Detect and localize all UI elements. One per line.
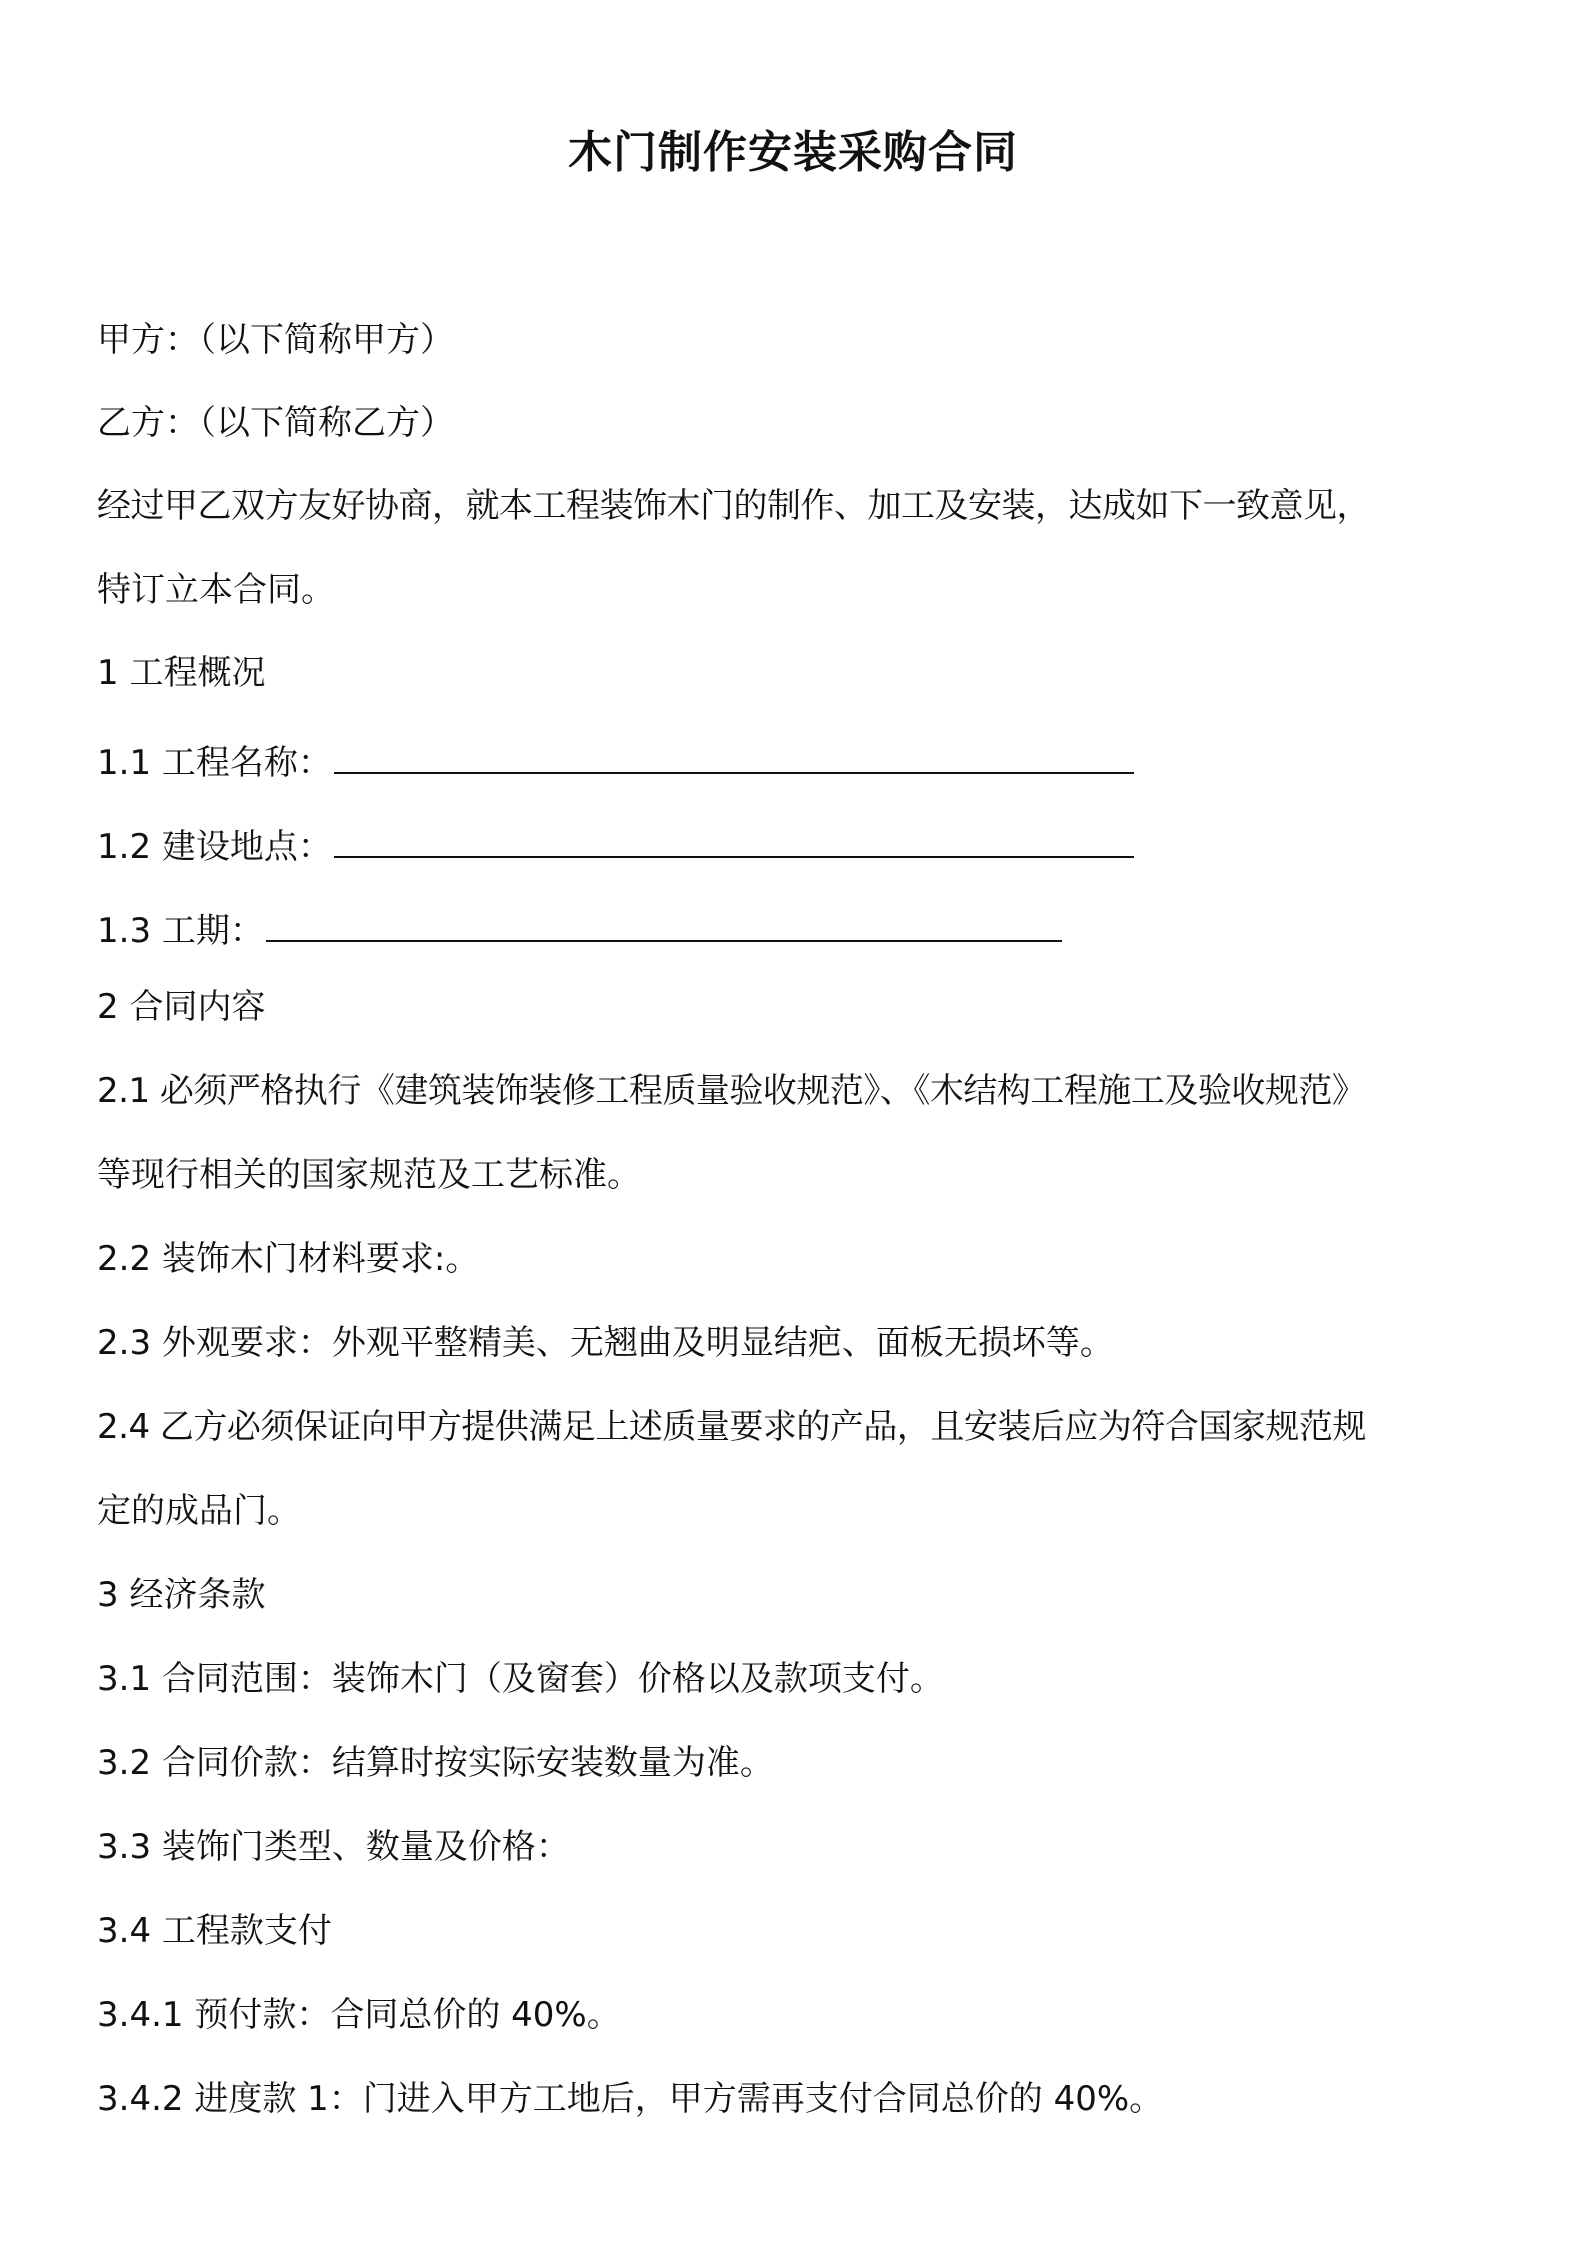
clause-2-3: 2.3 外观要求：外观平整精美、无翘曲及明显结疤、面板无损坏等。 <box>97 1323 1114 1363</box>
duration-label: 1.3 工期： <box>97 911 264 951</box>
clause-3-3: 3.3 装饰门类型、数量及价格： <box>97 1827 570 1867</box>
clause-2-4-line-2: 定的成品门。 <box>97 1491 301 1531</box>
clause-3-2: 3.2 合同价款：结算时按实际安装数量为准。 <box>97 1743 774 1783</box>
clause-3-4: 3.4 工程款支付 <box>97 1911 332 1951</box>
duration-blank-line <box>266 910 1062 942</box>
construction-site-blank-line <box>334 826 1134 858</box>
project-name-row <box>97 738 1134 788</box>
preamble-line-2: 特订立本合同。 <box>97 570 335 610</box>
clause-3-4-2: 3.4.2 进度款 1：门进入甲方工地后，甲方需再支付合同总价的 40%。 <box>97 2079 1164 2119</box>
clause-2-1-line-1: 2.1 必须严格执行《建筑装饰装修工程质量验收规范》、《木结构工程施工及验收规范》 <box>97 1071 1366 1111</box>
section-3-heading: 3 经济条款 <box>97 1575 266 1615</box>
preamble-line-1: 经过甲乙双方友好协商，就本工程装饰木门的制作、加工及安装，达成如下一致意见， <box>97 486 1370 526</box>
project-name-label: 1.1 工程名称： <box>97 743 332 783</box>
project-name-blank-line <box>334 742 1134 774</box>
section-2-heading: 2 合同内容 <box>97 987 266 1027</box>
document-title: 木门制作安装采购合同 <box>568 127 1018 178</box>
construction-site-label: 1.2 建设地点： <box>97 827 332 867</box>
duration-row <box>97 906 1062 956</box>
party-a-line: 甲方：（以下简称甲方） <box>97 320 454 360</box>
construction-site-row <box>97 822 1134 872</box>
clause-2-2: 2.2 装饰木门材料要求:。 <box>97 1239 480 1279</box>
clause-2-4-line-1: 2.4 乙方必须保证向甲方提供满足上述质量要求的产品，且安装后应为符合国家规范规 <box>97 1407 1366 1447</box>
clause-3-4-1: 3.4.1 预付款：合同总价的 40%。 <box>97 1995 621 2035</box>
party-b-line: 乙方：（以下简称乙方） <box>97 403 454 443</box>
clause-2-1-line-2: 等现行相关的国家规范及工艺标准。 <box>97 1155 641 1195</box>
clause-3-1: 3.1 合同范围：装饰木门（及窗套）价格以及款项支付。 <box>97 1659 944 1699</box>
section-1-heading: 1 工程概况 <box>97 653 266 693</box>
